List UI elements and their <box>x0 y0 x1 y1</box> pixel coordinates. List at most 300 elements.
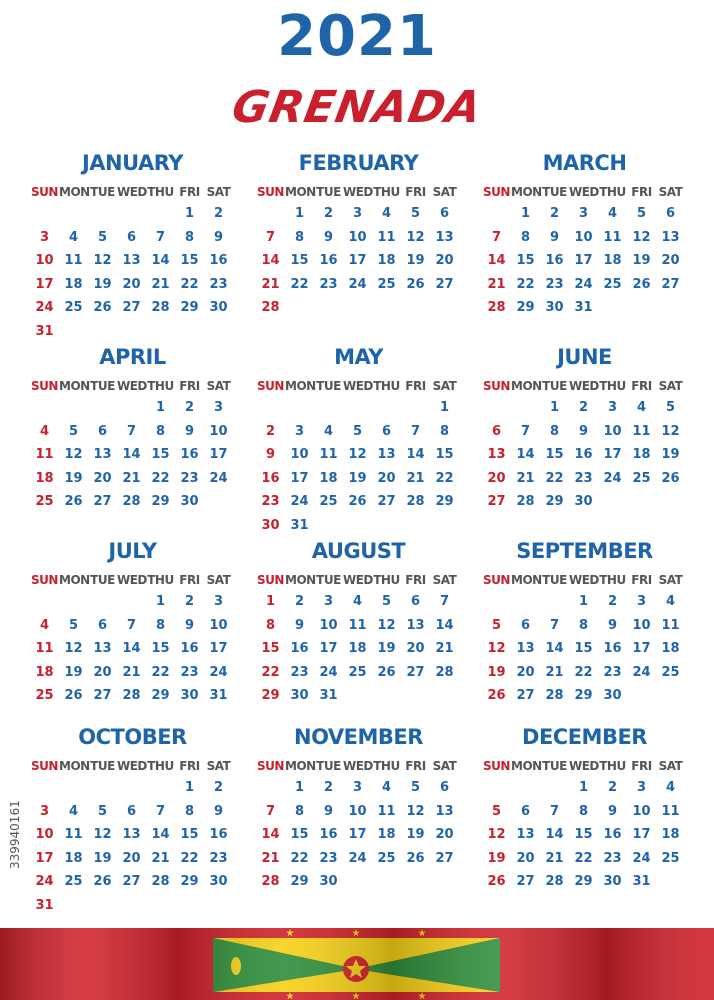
day-cell: 3 <box>636 594 647 609</box>
month-name: OCTOBER <box>78 725 187 749</box>
day-cell-sunday: 14 <box>261 253 280 268</box>
weekday-header <box>256 756 461 776</box>
weekday-label: THU <box>147 379 174 393</box>
day-cell: 20 <box>377 470 396 486</box>
weekday-label: SAT <box>206 759 231 773</box>
day-cell: 3 <box>294 423 305 439</box>
day-cell: 26 <box>348 494 367 509</box>
day-cell: 16 <box>180 641 199 656</box>
day-cell: 13 <box>516 641 535 656</box>
day-cell: 23 <box>574 470 593 486</box>
weekday-label: SAT <box>658 379 683 393</box>
day-cell: 5 <box>97 229 108 245</box>
day-cell: 24 <box>290 494 309 509</box>
day-cell: 28 <box>435 664 454 680</box>
day-cell-sunday: 19 <box>487 850 506 866</box>
day-cell: 16 <box>603 641 622 656</box>
day-cell: 15 <box>574 641 593 656</box>
day-cell: 23 <box>319 276 338 292</box>
day-cell: 13 <box>406 617 425 633</box>
day-cell: 19 <box>406 253 425 268</box>
day-cell: 27 <box>93 688 112 703</box>
stock-id-label: 339940161 <box>8 800 22 870</box>
day-cell: 26 <box>64 688 83 703</box>
day-cell: 13 <box>93 447 112 462</box>
day-cell: 22 <box>151 470 170 486</box>
grenada-flag-banner <box>0 928 714 1000</box>
day-cell: 8 <box>294 229 305 245</box>
day-cell: 12 <box>64 447 83 462</box>
day-cell: 19 <box>64 664 83 680</box>
weekday-label: TUE <box>316 573 341 587</box>
day-cell: 1 <box>155 594 166 609</box>
day-cell: 7 <box>126 617 137 633</box>
day-cell: 1 <box>578 780 589 795</box>
day-cell: 20 <box>516 850 535 866</box>
day-cell: 9 <box>184 617 195 633</box>
weekday-header <box>30 756 235 776</box>
day-cell: 30 <box>603 688 622 703</box>
day-cell: 2 <box>213 206 224 221</box>
day-cell-sunday: 29 <box>261 688 280 703</box>
day-cell: 20 <box>122 276 141 292</box>
day-cell: 18 <box>64 276 83 292</box>
day-cell: 4 <box>381 206 392 221</box>
day-cell: 22 <box>290 276 309 292</box>
day-cell: 29 <box>151 688 170 703</box>
weekday-label: WED <box>117 185 147 199</box>
weekday-label: SUN <box>31 185 58 199</box>
day-cell: 23 <box>209 276 228 292</box>
weekday-label: SUN <box>483 573 510 587</box>
day-cell: 17 <box>348 827 367 842</box>
weekday-label: WED <box>569 573 599 587</box>
day-cell-sunday: 16 <box>261 470 280 486</box>
day-cell: 1 <box>578 594 589 609</box>
month-name: MARCH <box>542 151 627 175</box>
day-cell: 15 <box>290 827 309 842</box>
weekday-label: SUN <box>257 759 284 773</box>
day-cell: 14 <box>122 447 141 462</box>
day-cell: 7 <box>155 229 166 245</box>
weekday-label: TUE <box>316 379 341 393</box>
weekday-label: SAT <box>658 573 683 587</box>
weekday-label: SUN <box>257 573 284 587</box>
day-cell: 5 <box>410 780 421 795</box>
weekday-label: FRI <box>179 185 200 199</box>
day-cell: 5 <box>352 423 363 439</box>
month-august <box>256 538 461 703</box>
day-cell: 6 <box>97 423 108 439</box>
day-cell: 29 <box>516 300 535 315</box>
day-cell: 25 <box>64 300 83 315</box>
day-cell: 16 <box>180 447 199 462</box>
day-cell: 27 <box>435 850 454 866</box>
day-cell-sunday: 20 <box>487 470 506 486</box>
day-cell: 10 <box>348 229 367 245</box>
day-cell: 19 <box>632 253 651 268</box>
weekday-label: MON <box>511 759 542 773</box>
day-cell-sunday: 30 <box>261 517 280 533</box>
weekday-label: WED <box>569 379 599 393</box>
day-cell: 7 <box>155 803 166 819</box>
day-cell: 25 <box>377 276 396 292</box>
day-cell: 8 <box>184 803 195 819</box>
day-cell-sunday: 2 <box>265 423 276 439</box>
day-cell: 3 <box>213 400 224 415</box>
day-cell: 11 <box>661 803 680 819</box>
day-cell: 22 <box>545 470 564 486</box>
day-cell: 2 <box>578 400 589 415</box>
day-cell: 25 <box>319 494 338 509</box>
day-cell: 30 <box>180 688 199 703</box>
day-cell: 1 <box>184 206 195 221</box>
day-cell: 1 <box>549 400 560 415</box>
day-cell: 9 <box>323 229 334 245</box>
day-cell-sunday: 9 <box>265 447 276 462</box>
day-cell: 29 <box>545 494 564 509</box>
day-cell: 10 <box>209 617 228 633</box>
day-cell: 4 <box>381 780 392 795</box>
country-title: GRENADA <box>228 82 486 133</box>
day-cell: 31 <box>209 688 228 703</box>
weekday-label: WED <box>343 379 373 393</box>
day-cell: 24 <box>348 276 367 292</box>
day-cell: 22 <box>180 276 199 292</box>
weekday-label: THU <box>147 759 174 773</box>
day-cell: 10 <box>632 617 651 633</box>
day-cell: 26 <box>406 850 425 866</box>
day-cell: 8 <box>184 229 195 245</box>
day-cell: 11 <box>64 253 83 268</box>
day-cell: 8 <box>155 423 166 439</box>
weekday-label: SAT <box>432 379 457 393</box>
day-cell: 24 <box>348 850 367 866</box>
day-cell: 23 <box>545 276 564 292</box>
day-cell: 15 <box>180 827 199 842</box>
day-cell: 26 <box>377 664 396 680</box>
day-cell: 28 <box>516 494 535 509</box>
weekday-label: SUN <box>257 379 284 393</box>
day-cell-sunday: 5 <box>491 617 502 633</box>
weekday-label: FRI <box>179 573 200 587</box>
day-cell: 8 <box>549 423 560 439</box>
weekday-label: THU <box>599 185 626 199</box>
weekday-label: THU <box>147 185 174 199</box>
day-cell: 9 <box>607 803 618 819</box>
day-cell-sunday: 1 <box>265 594 276 609</box>
day-cell: 12 <box>64 641 83 656</box>
weekday-label: SAT <box>432 573 457 587</box>
weekday-label: WED <box>117 759 147 773</box>
day-cell: 6 <box>439 206 450 221</box>
day-cell: 4 <box>323 423 334 439</box>
day-cell: 15 <box>545 447 564 462</box>
day-cell: 26 <box>93 300 112 315</box>
day-cell: 11 <box>348 617 367 633</box>
weekday-label: MON <box>59 185 90 199</box>
day-cell: 1 <box>294 780 305 795</box>
day-cell: 3 <box>636 780 647 795</box>
day-cell: 18 <box>377 827 396 842</box>
weekday-header <box>30 182 235 202</box>
day-cell: 19 <box>93 276 112 292</box>
day-cell: 18 <box>377 253 396 268</box>
day-cell: 3 <box>323 594 334 609</box>
day-cell: 30 <box>319 874 338 889</box>
day-cell: 22 <box>290 850 309 866</box>
day-cell: 12 <box>406 229 425 245</box>
day-cell: 8 <box>578 617 589 633</box>
day-cell: 25 <box>632 470 651 486</box>
day-cell-sunday: 26 <box>487 688 506 703</box>
day-cell: 6 <box>410 594 421 609</box>
year-title: 2021 <box>277 4 437 69</box>
day-cell: 24 <box>632 664 651 680</box>
day-cell-sunday: 14 <box>261 827 280 842</box>
day-cell: 10 <box>574 229 593 245</box>
day-cell: 25 <box>603 276 622 292</box>
month-september <box>482 538 687 703</box>
day-cell: 21 <box>545 850 564 866</box>
weekday-header <box>30 570 235 590</box>
weekday-label: THU <box>147 573 174 587</box>
day-cell: 13 <box>122 827 141 842</box>
day-cell: 6 <box>520 617 531 633</box>
day-cell: 13 <box>122 253 141 268</box>
day-cell: 29 <box>574 874 593 889</box>
day-cell: 17 <box>209 447 228 462</box>
day-cell: 9 <box>213 229 224 245</box>
day-cell: 18 <box>603 253 622 268</box>
weekday-label: SUN <box>31 573 58 587</box>
day-cell: 26 <box>93 874 112 889</box>
day-cell: 2 <box>294 594 305 609</box>
month-name: MAY <box>334 345 383 369</box>
day-cell-sunday: 11 <box>35 641 54 656</box>
day-cell: 21 <box>122 470 141 486</box>
weekday-label: MON <box>511 185 542 199</box>
day-cell-sunday: 19 <box>487 664 506 680</box>
day-cell-sunday: 18 <box>35 470 54 486</box>
day-cell: 30 <box>209 874 228 889</box>
day-cell: 26 <box>661 470 680 486</box>
weekday-label: SAT <box>432 759 457 773</box>
weekday-label: TUE <box>90 379 115 393</box>
day-cell: 20 <box>516 664 535 680</box>
day-cell-sunday: 31 <box>35 323 54 339</box>
day-cell: 14 <box>151 253 170 268</box>
month-name: SEPTEMBER <box>516 539 653 563</box>
day-cell: 27 <box>661 276 680 292</box>
day-cell-sunday: 31 <box>35 897 54 913</box>
day-cell: 17 <box>290 470 309 486</box>
day-cell: 11 <box>377 229 396 245</box>
weekday-label: THU <box>373 759 400 773</box>
day-cell: 21 <box>122 664 141 680</box>
day-cell-sunday: 12 <box>487 641 506 656</box>
month-november <box>256 724 461 889</box>
day-cell: 1 <box>439 400 450 415</box>
day-cell: 15 <box>516 253 535 268</box>
day-cell: 24 <box>574 276 593 292</box>
day-cell: 27 <box>93 494 112 509</box>
weekday-label: SAT <box>432 185 457 199</box>
day-cell: 14 <box>545 827 564 842</box>
day-cell: 22 <box>180 850 199 866</box>
weekday-label: MON <box>59 573 90 587</box>
day-cell: 25 <box>661 664 680 680</box>
day-cell: 18 <box>632 447 651 462</box>
day-cell: 14 <box>406 447 425 462</box>
day-cell: 6 <box>381 423 392 439</box>
day-cell: 18 <box>661 641 680 656</box>
day-cell-sunday: 10 <box>35 827 54 842</box>
weekday-header <box>256 376 461 396</box>
weekday-label: TUE <box>316 185 341 199</box>
day-cell-sunday: 4 <box>39 423 50 439</box>
day-cell: 6 <box>126 803 137 819</box>
day-cell: 8 <box>155 617 166 633</box>
weekday-label: SAT <box>658 759 683 773</box>
month-name: JUNE <box>557 345 612 369</box>
day-cell: 2 <box>607 780 618 795</box>
day-cell: 4 <box>665 780 676 795</box>
day-cell: 5 <box>410 206 421 221</box>
weekday-header <box>30 376 235 396</box>
weekday-label: FRI <box>179 759 200 773</box>
day-cell: 14 <box>545 641 564 656</box>
month-name: NOVEMBER <box>294 725 423 749</box>
day-cell-sunday: 12 <box>487 827 506 842</box>
day-cell: 2 <box>184 400 195 415</box>
day-cell: 6 <box>439 780 450 795</box>
day-cell: 22 <box>435 470 454 486</box>
month-name: DECEMBER <box>522 725 647 749</box>
day-cell: 6 <box>665 206 676 221</box>
day-cell: 6 <box>97 617 108 633</box>
day-cell: 25 <box>661 850 680 866</box>
day-cell: 7 <box>549 803 560 819</box>
day-cell: 2 <box>607 594 618 609</box>
day-cell-sunday: 7 <box>491 229 502 245</box>
month-april <box>30 344 235 509</box>
day-cell: 30 <box>574 494 593 509</box>
day-cell: 5 <box>665 400 676 415</box>
day-cell: 6 <box>126 229 137 245</box>
day-cell: 20 <box>122 850 141 866</box>
day-cell: 10 <box>209 423 228 439</box>
weekday-label: FRI <box>631 185 652 199</box>
day-cell: 16 <box>319 253 338 268</box>
day-cell: 24 <box>209 664 228 680</box>
day-cell: 21 <box>435 641 454 656</box>
day-cell: 25 <box>348 664 367 680</box>
day-cell: 17 <box>574 253 593 268</box>
day-cell: 31 <box>290 517 309 533</box>
day-cell: 12 <box>406 803 425 819</box>
day-cell: 6 <box>520 803 531 819</box>
day-cell: 4 <box>352 594 363 609</box>
day-cell: 12 <box>377 617 396 633</box>
weekday-label: TUE <box>542 185 567 199</box>
day-cell: 17 <box>603 447 622 462</box>
day-cell: 28 <box>406 494 425 509</box>
weekday-label: SAT <box>206 379 231 393</box>
weekday-label: MON <box>511 573 542 587</box>
month-january <box>30 150 235 339</box>
weekday-label: MON <box>285 759 316 773</box>
day-cell: 31 <box>319 688 338 703</box>
day-cell: 27 <box>516 688 535 703</box>
day-cell: 24 <box>209 470 228 486</box>
weekday-label: WED <box>343 185 373 199</box>
day-cell: 25 <box>377 850 396 866</box>
day-cell-sunday: 10 <box>35 253 54 268</box>
day-cell-sunday: 24 <box>35 874 54 889</box>
day-cell: 25 <box>64 874 83 889</box>
day-cell: 27 <box>122 300 141 315</box>
weekday-label: THU <box>599 379 626 393</box>
day-cell: 5 <box>381 594 392 609</box>
day-cell: 13 <box>377 447 396 462</box>
day-cell: 28 <box>122 494 141 509</box>
day-cell: 8 <box>520 229 531 245</box>
day-cell: 28 <box>545 688 564 703</box>
weekday-label: MON <box>285 185 316 199</box>
day-cell: 2 <box>184 594 195 609</box>
day-cell: 22 <box>151 664 170 680</box>
month-february <box>256 150 461 315</box>
day-cell: 13 <box>435 803 454 819</box>
day-cell: 17 <box>632 827 651 842</box>
day-cell: 4 <box>665 594 676 609</box>
day-cell: 17 <box>348 253 367 268</box>
day-cell: 15 <box>574 827 593 842</box>
month-name: FEBRUARY <box>298 151 419 175</box>
weekday-label: THU <box>599 759 626 773</box>
weekday-header <box>256 182 461 202</box>
day-cell: 11 <box>603 229 622 245</box>
month-name: APRIL <box>99 345 166 369</box>
weekday-label: TUE <box>90 573 115 587</box>
month-december <box>482 724 687 889</box>
weekday-label: FRI <box>405 379 426 393</box>
day-cell: 16 <box>209 253 228 268</box>
day-cell: 18 <box>319 470 338 486</box>
day-cell: 7 <box>126 423 137 439</box>
day-cell: 12 <box>661 423 680 439</box>
day-cell: 21 <box>406 470 425 486</box>
weekday-label: FRI <box>631 759 652 773</box>
day-cell: 3 <box>352 780 363 795</box>
weekday-label: MON <box>511 379 542 393</box>
day-cell: 1 <box>520 206 531 221</box>
day-cell: 20 <box>93 470 112 486</box>
day-cell-sunday: 26 <box>487 874 506 889</box>
month-october <box>30 724 235 913</box>
day-cell: 2 <box>549 206 560 221</box>
weekday-label: SUN <box>31 759 58 773</box>
weekday-label: SAT <box>206 573 231 587</box>
day-cell-sunday: 17 <box>35 276 54 292</box>
weekday-label: WED <box>343 759 373 773</box>
day-cell: 4 <box>607 206 618 221</box>
day-cell: 20 <box>435 253 454 268</box>
day-cell: 12 <box>348 447 367 462</box>
day-cell: 17 <box>319 641 338 656</box>
day-cell: 28 <box>151 874 170 889</box>
